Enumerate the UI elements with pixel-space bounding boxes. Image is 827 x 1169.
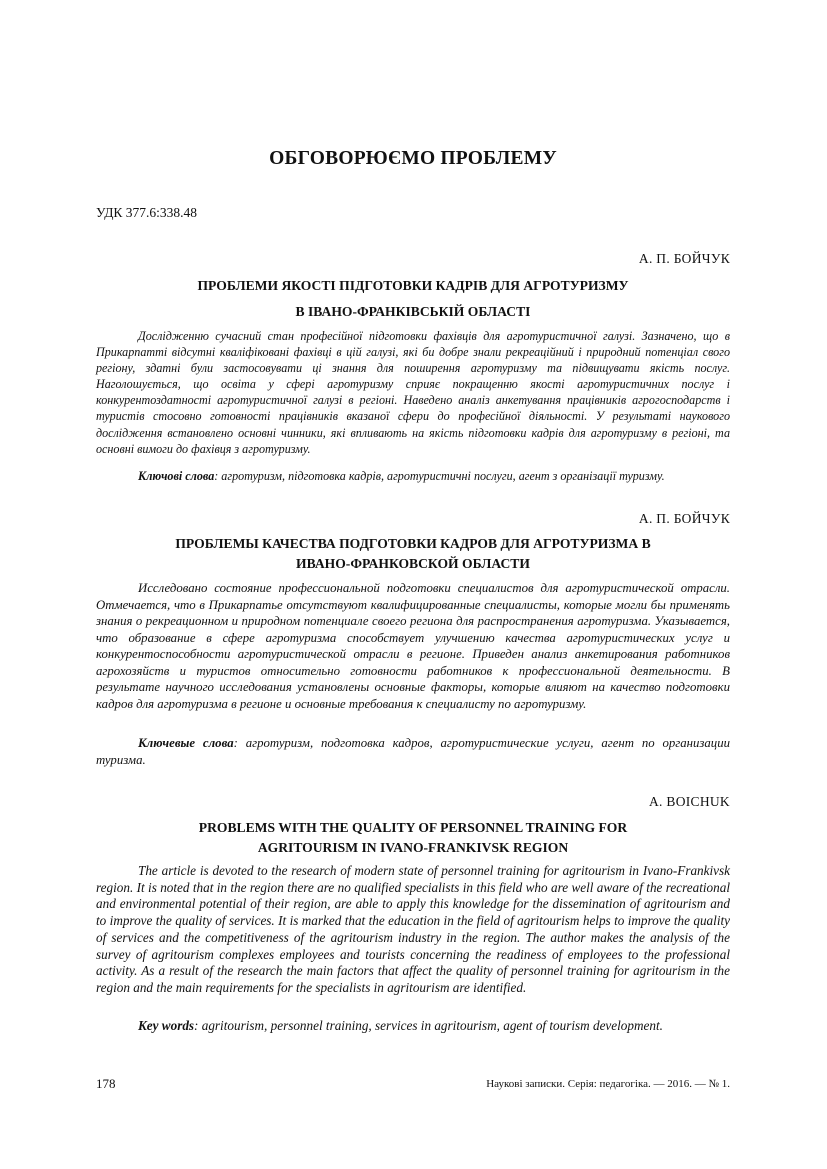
keywords-text-en: : agritourism, personnel training, services in agritourism, agent of tourism development. — [194, 1018, 663, 1033]
keywords-en — [96, 1017, 730, 1034]
author-ru: А. П. БОЙЧУК — [638, 511, 730, 526]
keywords-ua — [96, 468, 730, 484]
abstract-ua: Дослідженню сучасний стан професійної підготовки фахівців для агротуристичної галузі. Зазначено, що в Прикарпатті відсутні кваліфіковані фахівці в цій галузі, які би добре знали рекреаційний і природний потенціал свого регіону, здатні були застосовувати ці знання для поширення агротуризму та підвищувати якість послуг. Наголошується, що освіта у сфері агротуризму сприяє покращенню якості агротуристичних послуг і конкурентоздатності агротуристичної галузі в регіоні. Наведено аналіз анкетування працівників агрогосподарств і туристів стосовно готовності працівників вказаної сфери до професійної діяльності. У результаті наукового дослідження встановлено основні чинники, які впливають на якість підготовки кадрів для агротуризму в регіоні, та основні вимоги до фахівця з агротуризму. — [96, 329, 730, 456]
article-title-en-line2: AGRITOURISM IN IVANO-FRANKIVSK REGION — [257, 840, 569, 855]
keywords-label-en: Key words — [138, 1018, 195, 1033]
udk-code: УДК 377.6:338.48 — [96, 205, 198, 220]
article-title-ru — [96, 534, 730, 574]
journal-footer: Наукові записки. Серія: педагогіка. — 2016. — № 1. — [486, 1078, 730, 1090]
section-title: ОБГОВОРЮЄМО ПРОБЛЕМУ — [269, 148, 557, 169]
article-title-ua — [96, 276, 730, 322]
keywords-label-ru: Ключевые слова — [138, 736, 234, 750]
page-number: 178 — [96, 1076, 116, 1091]
abstract-en: The article is devoted to the research of modern state of personnel training for agritourism in Ivano-Frankivsk region. It is noted that in the region there are no qualified specialists in this field who are well aware of the recreational and environmental potential of their region, are able to apply this knowledge for the dissemination of agritourism and to improve the quality of services. It is marked that the education in the field of agritourism helps to improve the quality of services and the competitiveness of the agritourism industry in the region. The author makes the analysis of the survey of agritourism complexes employees and tourists concerning the readiness of employees to the professional activity. As a result of the research the main factors that affect the quality of personnel training for agritourism in the region and the main requirements for the specialists in agritourism are identified. — [96, 863, 730, 995]
article-title-ua-line1: ПРОБЛЕМИ ЯКОСТІ ПІДГОТОВКИ КАДРІВ ДЛЯ АГРОТУРИЗМУ — [197, 278, 629, 293]
article-title-ua-line2: В ІВАНО-ФРАНКІВСЬКІЙ ОБЛАСТІ — [295, 304, 531, 319]
article-title-ru-line2: ИВАНО-ФРАНКОВСКОЙ ОБЛАСТИ — [296, 556, 530, 571]
keywords-text-ua: : агротуризм, підготовка кадрів, агротуристичні послуги, агент з організації туризму. — [214, 469, 665, 483]
keywords-text-ru: : агротуризм, подготовка кадров, агротуристические услуги, агент по организации туризма. — [96, 736, 730, 767]
article-title-ru-line1: ПРОБЛЕМЫ КАЧЕСТВА ПОДГОТОВКИ КАДРОВ ДЛЯ АГРОТУРИЗМА В — [175, 536, 651, 551]
author-ua: А. П. БОЙЧУК — [638, 251, 730, 266]
article-title-en-line1: PROBLEMS WITH THE QUALITY OF PERSONNEL TRAINING FOR — [198, 820, 628, 835]
author-en: A. BOICHUK — [648, 794, 730, 809]
page — [96, 0, 730, 1169]
article-title-en — [96, 818, 730, 858]
abstract-ru: Исследовано состояние профессиональной подготовки специалистов для агротуристической отрасли. Отмечается, что в Прикарпатье отсутствуют квалифицированные специалисты, которые могли бы применять знания о рекреационном и природном потенциале своего региона для распространения агротуризма. Указывается, что образование в сфере агротуризма способствует улучшению качества агротуристических услуг и конкурентоспособности агротуристической отрасли в регионе. Приведен анализ анкетирования работников агрохозяйств и туристов относительно готовности работников к профессиональной деятельности. В результате научного исследования установлены основные факторы, которые влияют на качество подготовки кадров для агротуризма в регионе и основные требования к специалисту по агротуризму. — [96, 581, 730, 711]
keywords-ru — [96, 735, 730, 769]
keywords-label-ua: Ключові слова — [138, 469, 215, 483]
